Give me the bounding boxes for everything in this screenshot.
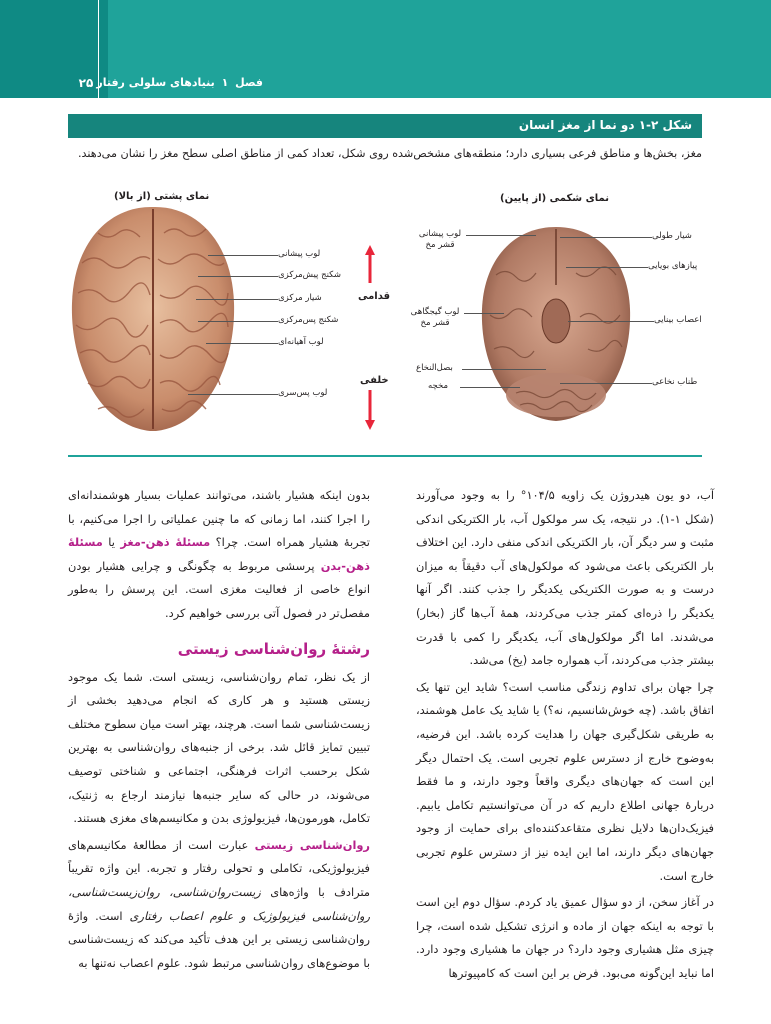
ventral-view-title: نمای شکمی (از پایین)	[500, 193, 609, 204]
label-frontal-lobe: لوب پیشانی	[278, 249, 321, 259]
leader-line	[566, 267, 648, 268]
label-spinal-cord: طناب نخاعی	[652, 377, 698, 387]
label-optic-nerves: اعصاب بینایی	[654, 315, 702, 325]
dorsal-brain-image	[68, 203, 238, 435]
keyword: روان‌شناسی زیستی	[254, 837, 370, 852]
paragraph: آب، دو یون هیدروژن یک زاویه ۱۰۴/۵° را به وجود می‌آورند (شکل ۱-۱). در نتیجه، یک سر مولکول آب، بار الکتریکی اندکی مثبت و سر دیگر آن، بار الکتریکی اندکی منفی دارد. این اختلاف بار الکتریکی باعث می‌شود که مولکول‌های آب دقیقاً به میزان درست و به صورت الکتریکی یکدیگر را جذب کنند. اگر آنها یکدیگر را ذره‌ای کمتر جذب می‌کردند، همهٔ آب‌ها گاز (بخار) می‌شدند. اما اگر مولکول‌های آب، یکدیگر را کمی با قدرت بیشتر جذب می‌کردند، آب همواره جامد (یخ) می‌شد.	[416, 488, 714, 668]
leader-line	[462, 369, 546, 370]
leader-line	[206, 343, 278, 344]
leader-line	[466, 235, 536, 236]
paragraph: روان‌شناسی زیستی عبارت است از مطالعهٔ مکانیسم‌های فیزیولوژیکی، تکاملی و تحولی رفتار و تجربه. این واژه تقریباً مترادف با واژه‌های زیست‌روان‌شناسی، روان‌زیست‌شناسی، روان‌شناسی فیزیولوژیک و علوم اعصاب رفتاری است. واژهٔ روان‌شناسی زیستی بر این هدف تأکید می‌کند که زیست‌شناسی با موضوع‌های روان‌شناسی مرتبط شود. علوم اعصاب نه‌تنها به	[68, 837, 371, 970]
paragraph: بدون اینکه هشیار باشند، می‌توانند عملیات بسیار هوشمندانه‌ای را اجرا کنند، اما زمانی که ما چنین عملیاتی را اجرا می‌کنیم، با تجربهٔ هشیار همراه است. چرا؟ مسئلهٔ ذهن-مغز یا مسئلهٔ ذهن-بدن پرسشی مربوط به چگونگی و چرایی هشیار بودن انواع خاصی از فعالیت مغزی است. این پرسش را به‌طور مفصل‌تر در فصول آتی بررسی خواهیم کرد.	[68, 488, 370, 620]
figure-separator	[68, 455, 702, 457]
figure-title-bar	[68, 114, 702, 138]
label-central-sulcus: شیار مرکزی	[278, 293, 322, 303]
leader-line	[568, 321, 654, 322]
paragraph: در آغاز سخن، از دو سؤال عمیق یاد کردم. سؤال دوم این است با توجه به اینکه جهان از ماده و انرژی تشکیل شده است، چرا چیزی مثل هشیاری وجود دارد؟ در جهان ما هشیاری وجود دارد. اما نباید این‌گونه می‌بود. فرض بر این است که کامپیوترها	[416, 895, 714, 980]
ventral-label-frontal-lobe: لوب پیشانی قشر مخ	[418, 229, 462, 250]
anterior-label: قدامی	[358, 291, 391, 302]
chapter-title: بنیادهای سلولی رفتار	[96, 76, 215, 89]
ventral-label-temporal-lobe: لوب گیجگاهی قشر مخ	[410, 307, 460, 328]
chapter-number: ۱	[221, 76, 229, 89]
brain-figure	[68, 185, 702, 445]
leader-line	[196, 299, 278, 300]
text-column-left	[68, 484, 370, 975]
label-medulla: بصل‌النخاع	[416, 363, 453, 373]
label-precentral-gyrus: شکنج پیش‌مرکزی	[278, 270, 341, 280]
running-header	[96, 76, 263, 89]
label-occipital-lobe: لوب پس‌سری	[278, 388, 328, 398]
posterior-label: خلفی	[360, 375, 389, 386]
paragraph: چرا جهان برای تداوم زندگی مناسب است؟ شاید این تنها یک اتفاق باشد. (چه خوش‌شانسیم، نه؟) یا شاید یک عامل هوشمند، به طریقی شکل‌گیری جهان را هدایت کرده باشد. این فرضیه، به‌وضوح خارج از دسترس علوم تجربی است. یک احتمال دیگر این است که جهان‌های دیگری واقعاً وجود دارند، و ما فقط دربارهٔ جهانی اطلاع داریم که در آن می‌توانستیم تکامل یابیم. فیزیک‌دان‌ها دلایل نظری متقاعدکننده‌ای برای حمایت از وجود جهان‌های دیگر دارند، اما این ایده نیز از دسترس علوم تجربی خارج است.	[416, 679, 714, 883]
figure-caption: مغز، بخش‌ها و مناطق فرعی بسیاری دارد؛ منطقه‌های مشخص‌شده روی شکل، تعداد کمی از مناطق اصلی سطح مغز را نشان می‌دهند.	[78, 147, 702, 160]
leader-line	[464, 313, 504, 314]
figure-title: شکل ۲-۱ دو نما از مغز انسان	[518, 118, 692, 132]
label-cerebellum: مخچه	[428, 381, 449, 391]
anterior-arrow-icon	[365, 245, 375, 283]
leader-line	[198, 276, 278, 277]
keyword: مسئلهٔ ذهن-مغز	[120, 535, 211, 550]
page-number: ۲۵	[78, 76, 94, 90]
section-heading: رشتهٔ روان‌شناسی زیستی	[177, 639, 370, 658]
keyword: مسئلهٔ ذهن-بدن	[68, 535, 370, 573]
text-column-right	[416, 484, 714, 985]
leader-line	[560, 383, 652, 384]
leader-line	[208, 255, 278, 256]
label-postcentral-gyrus: شکنج پس‌مرکزی	[278, 315, 339, 325]
leader-line	[560, 237, 652, 238]
ventral-brain-image	[476, 225, 636, 425]
dorsal-view-title: نمای پشتی (از بالا)	[114, 191, 210, 202]
leader-line	[460, 387, 520, 388]
label-parietal-lobe: لوب آهیانه‌ای	[278, 337, 324, 347]
label-longitudinal-fissure: شیار طولی	[652, 231, 692, 241]
label-olfactory-bulbs: پیازهای بویایی	[648, 261, 698, 271]
paragraph: از یک نظر، تمام روان‌شناسی، زیستی است. شما یک موجود زیستی هستید و هر کاری که انجام می‌دهید بخشی از زیست‌شناسی شما است. هرچند، بهتر است میان سطوح مختلف تبیین تمایز قائل شد. برخی از جنبه‌های روان‌شناسی به بهترین شکل برحسب اثرات فرهنگی، اجتماعی و شناختی توصیف می‌شوند، در حالی که سایر جنبه‌ها نیازمند ارجاع به ژنتیک، تکامل، هورمون‌ها، فیزیولوژی بدن و مکانیسم‌های مغزی هستند.	[67, 669, 370, 826]
leader-line	[198, 321, 278, 322]
leader-line	[188, 394, 278, 395]
chapter-label: فصل	[235, 76, 263, 89]
posterior-arrow-icon	[365, 390, 375, 430]
